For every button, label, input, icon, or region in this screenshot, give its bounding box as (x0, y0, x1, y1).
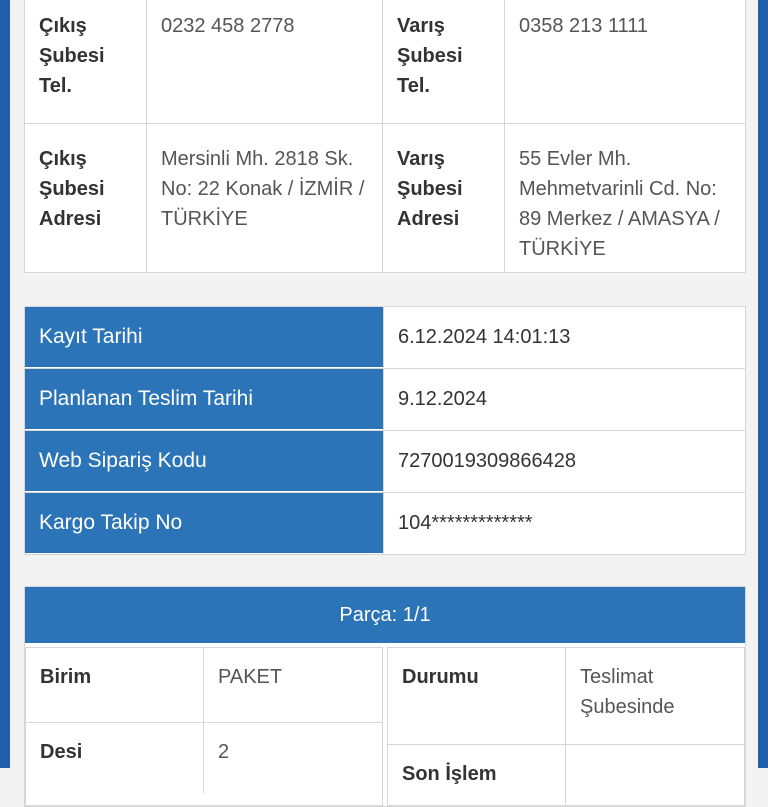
info-label: Web Sipariş Kodu (25, 431, 383, 492)
parcel-right-table (387, 647, 745, 806)
last-action-value (566, 745, 744, 805)
parcel-desi-row (26, 722, 382, 793)
info-label: Planlanan Teslim Tarihi (25, 369, 383, 430)
parcel-body (25, 643, 745, 806)
arrival-address-value: 55 Evler Mh. Mehmetvarinli Cd. No: 89 Merkez / AMASYA / TÜRKİYE (519, 148, 720, 260)
info-row-registration-date (25, 307, 745, 368)
info-value: 9.12.2024 (383, 369, 745, 430)
parcel-status-row (388, 648, 744, 744)
parcel-header: Parça: 1/1 (25, 587, 745, 643)
departure-address-value: Mersinli Mh. 2818 Sk. No: 22 Konak / İZMİR / TÜRKİYE (147, 124, 383, 272)
arrival-phone-label: Varış Şubesi Tel. (383, 0, 505, 123)
parcel-section (24, 586, 746, 807)
arrival-address-label: Varış Şubesi Adresi (383, 124, 505, 272)
departure-phone-label: Çıkış Şubesi Tel. (25, 0, 147, 123)
right-frame-border (758, 0, 768, 768)
desi-value: 2 (218, 741, 230, 763)
arrival-phone-value[interactable]: 0358 213 1111 (519, 15, 649, 37)
info-label: Kargo Takip No (25, 493, 383, 554)
info-value: 6.12.2024 14:01:13 (383, 307, 745, 368)
info-row-planned-delivery (25, 368, 745, 430)
parcel-unit-row (26, 648, 382, 722)
unit-label: Birim (26, 648, 204, 722)
left-frame-border (0, 0, 10, 768)
info-label: Kayıt Tarihi (25, 307, 383, 368)
info-row-tracking-number (25, 492, 745, 554)
shipment-info-table (24, 306, 746, 555)
parcel-last-action-row (388, 744, 744, 805)
parcel-left-table (25, 647, 383, 806)
info-value: 104************* (383, 493, 745, 554)
branch-address-row (25, 123, 745, 272)
info-value: 7270019309866428 (383, 431, 745, 492)
info-row-web-order-code (25, 430, 745, 492)
desi-label: Desi (26, 723, 204, 793)
departure-address-label: Çıkış Şubesi Adresi (25, 124, 147, 272)
branch-phone-row (25, 0, 745, 123)
last-action-label: Son İşlem (388, 745, 566, 805)
departure-phone-value[interactable]: 0232 458 2778 (147, 0, 383, 123)
status-value: Teslimat Şubesinde (580, 666, 675, 718)
unit-value: PAKET (218, 666, 283, 688)
branch-info-table (24, 0, 746, 273)
status-label: Durumu (388, 648, 566, 744)
